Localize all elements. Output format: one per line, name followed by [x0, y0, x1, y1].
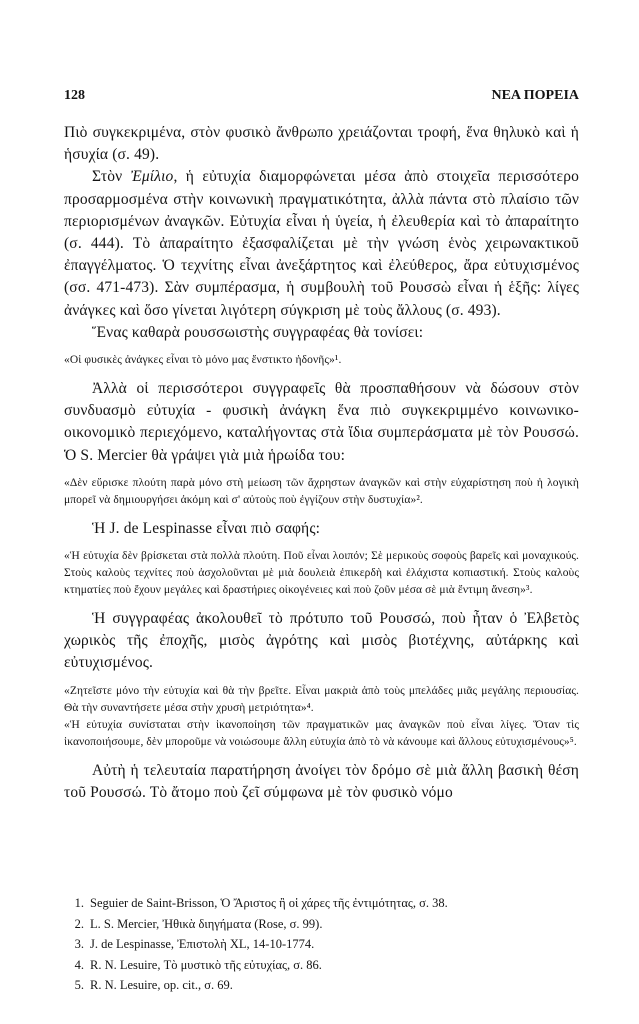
footnote-3	[64, 934, 579, 955]
quote-3: «Ἡ εὐτυχία δὲν βρίσκεται στὰ πολλὰ πλούτη. Ποῦ εἶναι λοιπόν; Σὲ μερικοὺς σοφοὺς βαρεῖς καὶ μοναχικούς. Στοὺς καλοὺς τεχνίτες ποὺ ἀσχολοῦνται μὲ μιὰ δουλειὰ ἐπικερδὴ καὶ ἐλάχιστα κοπιαστική. Στοὺς καλοὺς κτηματίες ποὺ ἔχουν μεγάλες καὶ δραστήριες οἰκογένειες καὶ ποὺ ζοῦν μέσα σὲ μιὰ ἔντιμη ἄνεση»³.	[64, 550, 579, 597]
footnote-number: 2.	[74, 916, 84, 931]
running-header	[64, 88, 579, 104]
footnote-4	[64, 955, 579, 976]
paragraph-7: Αὐτὴ ἡ τελευταία παρατήρηση ἀνοίγει τὸν δρόμο σὲ μιὰ ἄλλη βασικὴ θέση τοῦ Ρουσσώ. Τὸ ἄτομο ποὺ ζεῖ σύμφωνα μὲ τὸν φυσικὸ νόμο	[64, 761, 579, 801]
quote-5: «Ἡ εὐτυχία συνίσταται στὴν ἱκανοποίηση τῶν πραγματικῶν μας ἀναγκῶν ποὺ εἶναι λίγες. Ὅταν τὶς ἱκανοποιήσουμε, δὲν μποροῦμε νὰ νοιώσουμε ἄλλη εὐτυχία ἀπὸ τὸ νὰ κάνουμε καὶ ἄλλους εὐτυχισμένους»⁵.	[64, 718, 579, 748]
footnotes	[64, 893, 579, 996]
paragraph-2-rest: , ἡ εὐτυχία διαμορφώνεται μέσα ἀπὸ στοιχεῖα περισσότερο προσαρμοσμένα στὴν κοινωνικὴ πραγματικότητα, ἀλλὰ πάντα στὸ πλαίσιο τῶν περιορισμένων ἀναγκῶν. Εὐτυχία εἶναι ἡ ὑγεία, ἡ ἐλευθερία καὶ τὸ ἀπαραίτητο (σ. 444). Τὸ ἀπαραίτητο ἐξασφαλίζεται μὲ τὴν γνώση ἑνὸς χειρωνακτικοῦ ἐπαγγέλματος. Ὁ τεχνίτης εἶναι ἀνεξάρτητος καὶ ἐλεύθερος, ἄρα εὐτυχισμένος (σσ. 471-473). Σὰν συμπέρασμα, ἡ συμβουλὴ τοῦ Ρουσσὼ εἶναι ἡ ἑξῆς: λίγες ἀνάγκες καὶ ὅσο γίνεται λιγότερη σύγκριση μὲ τοὺς ἄλλους (σ. 493).	[64, 168, 579, 319]
page-number: 128	[64, 88, 85, 103]
paragraph-1: Πιὸ συγκεκριμένα, στὸν φυσικὸ ἄνθρωπο χρειάζονται τροφή, ἕνα θηλυκὸ καὶ ἡ ἡσυχία (σ. 49).	[64, 124, 579, 164]
footnote-text: R. N. Lesuire, op. cit., σ. 69.	[90, 978, 233, 992]
footnote-5	[64, 975, 579, 996]
footnote-2	[64, 914, 579, 935]
page-body	[64, 122, 579, 804]
paragraph-2	[64, 166, 579, 321]
footnote-text: Seguier de Saint-Brisson, Ὁ Ἄριστος ἢ οἱ χάρες τῆς ἐντιμότητας, σ. 38.	[90, 896, 448, 910]
footnote-text: L. S. Mercier, Ἠθικὰ διηγήματα (Rose, σ. 99).	[90, 916, 323, 931]
paragraph-5: Ἡ J. de Lespinasse εἶναι πιὸ σαφής:	[92, 519, 321, 537]
paragraph-3: Ἕνας καθαρὰ ρουσσωιστὴς συγγραφέας θὰ τονίσει:	[92, 323, 424, 341]
quote-2: «Δὲν εὕρισκε πλούτη παρὰ μόνο στὴ μείωση τῶν ἄχρηστων ἀναγκῶν καὶ στὴν εὐχαρίστηση ποὺ ἡ λογικὴ μπορεῖ νὰ δημιουργήσει ἀκόμη καὶ σ' αὐτοὺς ποὺ ἐγγίζουν στὴν δυστυχία»².	[64, 476, 579, 506]
footnote-text: J. de Lespinasse, Ἐπιστολὴ XL, 14-10-1774.	[90, 937, 315, 951]
footnote-number: 1.	[74, 896, 84, 910]
book-title-emile: Ἐμίλιο	[130, 168, 174, 186]
paragraph-2-lead: Στὸν	[92, 168, 131, 186]
footnote-number: 5.	[74, 978, 84, 992]
footnote-text: R. N. Lesuire, Τὸ μυστικὸ τῆς εὐτυχίας, σ. 86.	[90, 957, 322, 972]
running-title: ΝΕΑ ΠΟΡΕΙΑ	[491, 88, 579, 103]
paragraph-6: Ἡ συγγραφέας ἀκολουθεῖ τὸ πρότυπο τοῦ Ρουσσώ, ποὺ ἦταν ὁ Ἐλβετὸς χωρικὸς τῆς ἐποχῆς, μισὸς ἀγρότης καὶ μισὸς βιοτέχνης, αὐτάρκης καὶ εὐτυχισμένος.	[64, 610, 579, 672]
footnote-1	[64, 893, 579, 914]
quote-1: «Οἱ φυσικὲς ἀνάγκες εἶναι τὸ μόνο μας ἔνστικτο ἡδονῆς»¹.	[64, 354, 342, 367]
quote-4: «Ζητεῖστε μόνο τὴν εὐτυχία καὶ θὰ τὴν βρεῖτε. Εἶναι μακριὰ ἀπὸ τοὺς μπελάδες μιᾶς μεγάλης περιουσίας. Θὰ τὴν συναντήσετε μέσα στὴν χρυσὴ μετριότητα»⁴.	[64, 684, 579, 714]
footnote-number: 4.	[74, 957, 84, 972]
footnote-number: 3.	[74, 937, 84, 951]
paragraph-4: Ἀλλὰ οἱ περισσότεροι συγγραφεῖς θὰ προσπαθήσουν νὰ δώσουν στὸν συνδυασμὸ εὐτυχία - φυσικὴ ἀνάγκη ἕνα πιὸ συγκεκριμμένο κοινωνικο-οικονομικὸ περιεχόμενο, καταλήγοντας στὰ ἴδια συμπεράσματα μὲ τὸν Ρουσσώ. Ὁ S. Mercier θὰ γράψει γιὰ μιὰ ἡρωίδα του:	[64, 380, 579, 464]
